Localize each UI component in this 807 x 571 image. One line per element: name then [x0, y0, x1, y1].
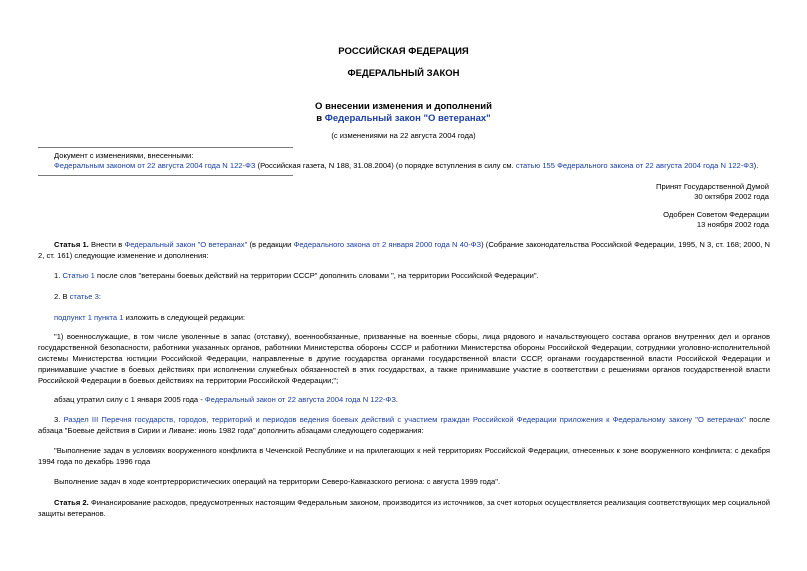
amendments-note: (с изменениями на 22 августа 2004 года) — [331, 131, 476, 140]
amend-box-label: Документ с изменениями, внесенными: — [54, 151, 194, 160]
bottom-rule — [38, 175, 293, 176]
amend-law-link[interactable]: Федеральным законом от 22 августа 2004 года N 122-ФЗ — [54, 161, 256, 170]
quote-3-paragraph: Выполнение задач в ходе контртеррористических операций на территории Северо-Кавказского региона: с августа 1999 года". — [54, 477, 501, 486]
subitem-paragraph — [38, 312, 770, 323]
law-title-line1: О внесении изменения и дополнений — [315, 101, 492, 112]
article-2-label: Статья 2. — [54, 498, 89, 507]
article-1-text-2: (в редакции — [247, 240, 294, 249]
amend-box-line — [54, 160, 758, 171]
item-2-text: : — [98, 292, 101, 301]
adopted-duma-date: 30 октября 2002 года — [694, 192, 769, 201]
approved-council: Одобрен Советом Федерации — [663, 210, 769, 219]
approved-council-date: 13 ноября 2002 года — [696, 220, 769, 229]
subitem-1-ref-link[interactable]: подпункт 1 пункта 1 — [54, 313, 124, 322]
item-1-paragraph — [38, 270, 770, 281]
article-2-text: Финансирование расходов, предусмотренных настоящим Федеральным законом, производится из источников, за счет которых осуществляется реализация соответствующих мер социальной защиты ветеранов. — [38, 498, 771, 519]
article-1-label: Статья 1. — [54, 240, 89, 249]
item-1-text: после слов "ветераны боевых действий на территории СССР" дополнить словами ", на территории Российской Федерации". — [94, 271, 539, 280]
law-type-heading: ФЕДЕРАЛЬНЫЙ ЗАКОН — [347, 68, 460, 79]
country-heading: РОССИЙСКАЯ ФЕДЕРАЦИЯ — [338, 46, 469, 57]
law-122fz-link[interactable]: Федеральный закон от 22 августа 2004 года N 122-ФЗ — [204, 395, 396, 404]
article-3-ref-link[interactable]: статье 3 — [69, 292, 99, 301]
adopted-duma: Принят Государственной Думой — [656, 182, 769, 191]
veterans-law-link[interactable]: Федеральный закон "О ветеранах" — [124, 240, 248, 249]
veterans-law-title-link[interactable]: Федеральный закон "О ветеранах" — [324, 113, 491, 124]
law-40fz-link[interactable]: Федерального закона от 2 января 2000 года N 40-ФЗ — [293, 240, 482, 249]
item-3-num: 3. — [54, 415, 64, 424]
top-rule — [38, 147, 293, 148]
item-2-paragraph — [38, 291, 770, 302]
law-title-line2 — [0, 113, 807, 124]
title-prefix: в — [316, 113, 325, 124]
item-3-paragraph — [38, 414, 770, 436]
article-1-ref-link[interactable]: Статью 1 — [62, 271, 95, 280]
article-1-text: Внести в — [88, 240, 125, 249]
article-155-link[interactable]: статью 155 Федерального закона от 22 августа 2004 года N 122-ФЗ — [515, 161, 754, 170]
section-iii-link[interactable]: Раздел III Перечня государств, городов, территорий и периодов ведения боевых действий с участием граждан Российской Федерации приложения к Федеральному закону "О ветеранах" — [63, 415, 746, 424]
amend-text-end: ). — [753, 161, 759, 170]
article-2-paragraph — [38, 497, 770, 519]
lost-force-end: . — [395, 395, 399, 404]
quote-2-paragraph: "Выполнение задач в условиях вооруженного конфликта в Чеченской Республике и на прилегающих к ней территориях Российской Федерации, отнесенных к зоне вооруженного конфликта: с декабря 1994 года по декабрь 1996 года — [38, 446, 770, 467]
article-1-text-3: ) (Собрание законодательства Российской Федерации, 1995, N 3, ст. 168; 2000, N 2, ст. 161) следующие изменение и дополнения: — [38, 240, 771, 261]
subitem-text: изложить в следующей редакции: — [123, 313, 246, 322]
item-2-num: 2. В — [54, 292, 70, 301]
lost-force-text: абзац утратил силу с 1 января 2005 года - — [54, 395, 205, 404]
article-1-paragraph — [38, 239, 770, 261]
amend-text: (Российская газета, N 188, 31.08.2004) (о порядке вступления в силу см. — [255, 161, 516, 170]
quote-1-paragraph: "1) военнослужащие, в том числе уволенные в запас (отставку), военнообязанные, призванные на военные сборы, лица рядового и начальствующего состава органов внутренних дел и органов государственной безопасности, работники указанных органов, работники Министерства обороны СССР и работники Министерства обороны Российской Федерации, сотрудники уголовно-исполнительной системы Министерства юстиции Российской Федерации, направленные в другие государства органами государственной власти СССР, органами государственной власти Российской Федерации и принимавшие участие в боевых действиях при исполнении служебных обязанностей в этих государствах, а также принимавшие участие в соответствии с решениями органов государственной власти Российской Федерации в боевых действиях на территории Российской Федерации;"; — [38, 332, 770, 386]
lost-force-paragraph — [38, 394, 770, 405]
item-3-text: после абзаца "Боевые действия в Сирии и Ливане: июнь 1982 года" дополнить абзацами следующего содержания: — [38, 415, 770, 436]
item-1-num: 1. — [54, 271, 63, 280]
